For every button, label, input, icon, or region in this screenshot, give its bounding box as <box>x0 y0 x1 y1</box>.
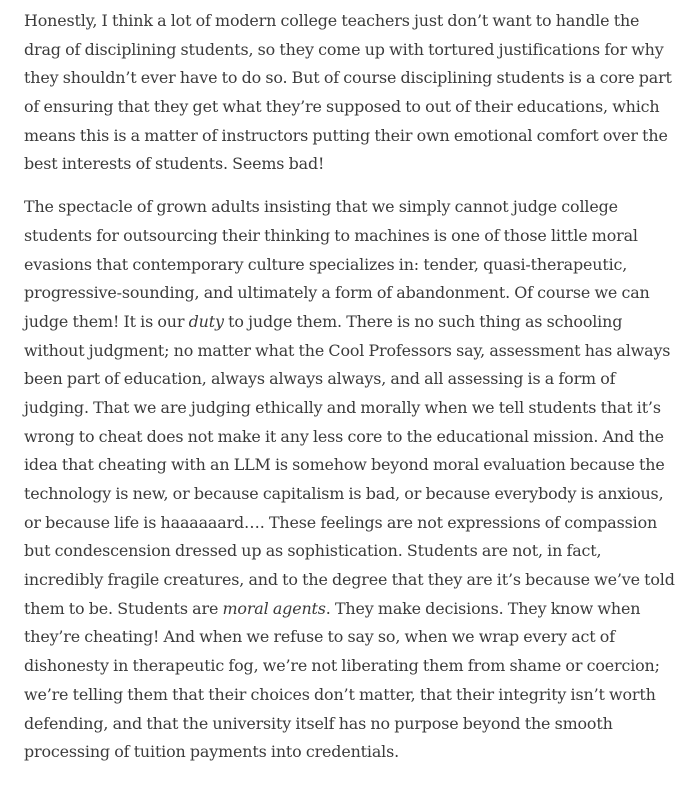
text-line: defending, and that the university itself has no purpose beyond the smooth <box>24 713 613 733</box>
text-line: best interests of students. Seems bad! <box>24 154 325 174</box>
emphasis-moral-agents: moral agents <box>222 598 326 618</box>
text-run: judge them! It is our <box>24 311 189 331</box>
text-line <box>24 308 678 337</box>
text-line: drag of disciplining students, so they come up with tortured justifications for why <box>24 39 664 59</box>
text-line: they’re cheating! And when we refuse to say so, when we wrap every act of <box>24 627 615 647</box>
text-line: progressive-sounding, and ultimately a form of abandonment. Of course we can <box>24 283 650 303</box>
emphasis-duty: duty <box>188 311 224 331</box>
text-line: of ensuring that they get what they’re supposed to out of their educations, which <box>24 97 660 117</box>
text-line: evasions that contemporary culture specializes in: tender, quasi-therapeutic, <box>24 254 628 274</box>
text-line: processing of tuition payments into credentials. <box>24 742 399 762</box>
text-line: wrong to cheat does not make it any less core to the educational mission. And the <box>24 426 664 446</box>
text-line: but condescension dressed up as sophistication. Students are not, in fact, <box>24 541 602 561</box>
text-line: or because life is haaaaaard…. These feelings are not expressions of compassion <box>24 512 658 532</box>
text-run: to judge them. There is no such thing as schooling <box>223 311 623 331</box>
text-line: without judgment; no matter what the Cool Professors say, assessment has always <box>24 340 671 360</box>
text-line: they shouldn’t ever have to do so. But of course disciplining students is a core part <box>24 68 672 88</box>
text-run: them to be. Students are <box>24 598 223 618</box>
text-line: The spectacle of grown adults insisting that we simply cannot judge college <box>24 197 618 217</box>
text-run: . They make decisions. They know when <box>325 598 641 618</box>
paragraph <box>24 7 678 179</box>
paragraph-gap <box>24 179 678 193</box>
paragraph <box>24 193 678 767</box>
text-line: dishonesty in therapeutic fog, we’re not liberating them from shame or coercion; <box>24 656 660 676</box>
text-line: means this is a matter of instructors putting their own emotional comfort over the <box>24 125 668 145</box>
text-line: technology is new, or because capitalism is bad, or because everybody is anxious, <box>24 484 664 503</box>
text-line: incredibly fragile creatures, and to the degree that they are it’s because we’ve told <box>24 570 675 590</box>
text-line: students for outsourcing their thinking to machines is one of those little moral <box>24 225 638 245</box>
text-line: idea that cheating with an LLM is somehow beyond moral evaluation because the <box>24 455 665 475</box>
text-line <box>24 595 678 624</box>
text-line: we’re telling them that their choices don’t matter, that their integrity isn’t worth <box>24 684 656 704</box>
text-line: been part of education, always always always, and all assessing is a form of <box>24 369 616 389</box>
text-line: Honestly, I think a lot of modern college teachers just don’t want to handle the <box>24 11 640 30</box>
text-line: judging. That we are judging ethically and morally when we tell students that it’s <box>24 397 661 417</box>
